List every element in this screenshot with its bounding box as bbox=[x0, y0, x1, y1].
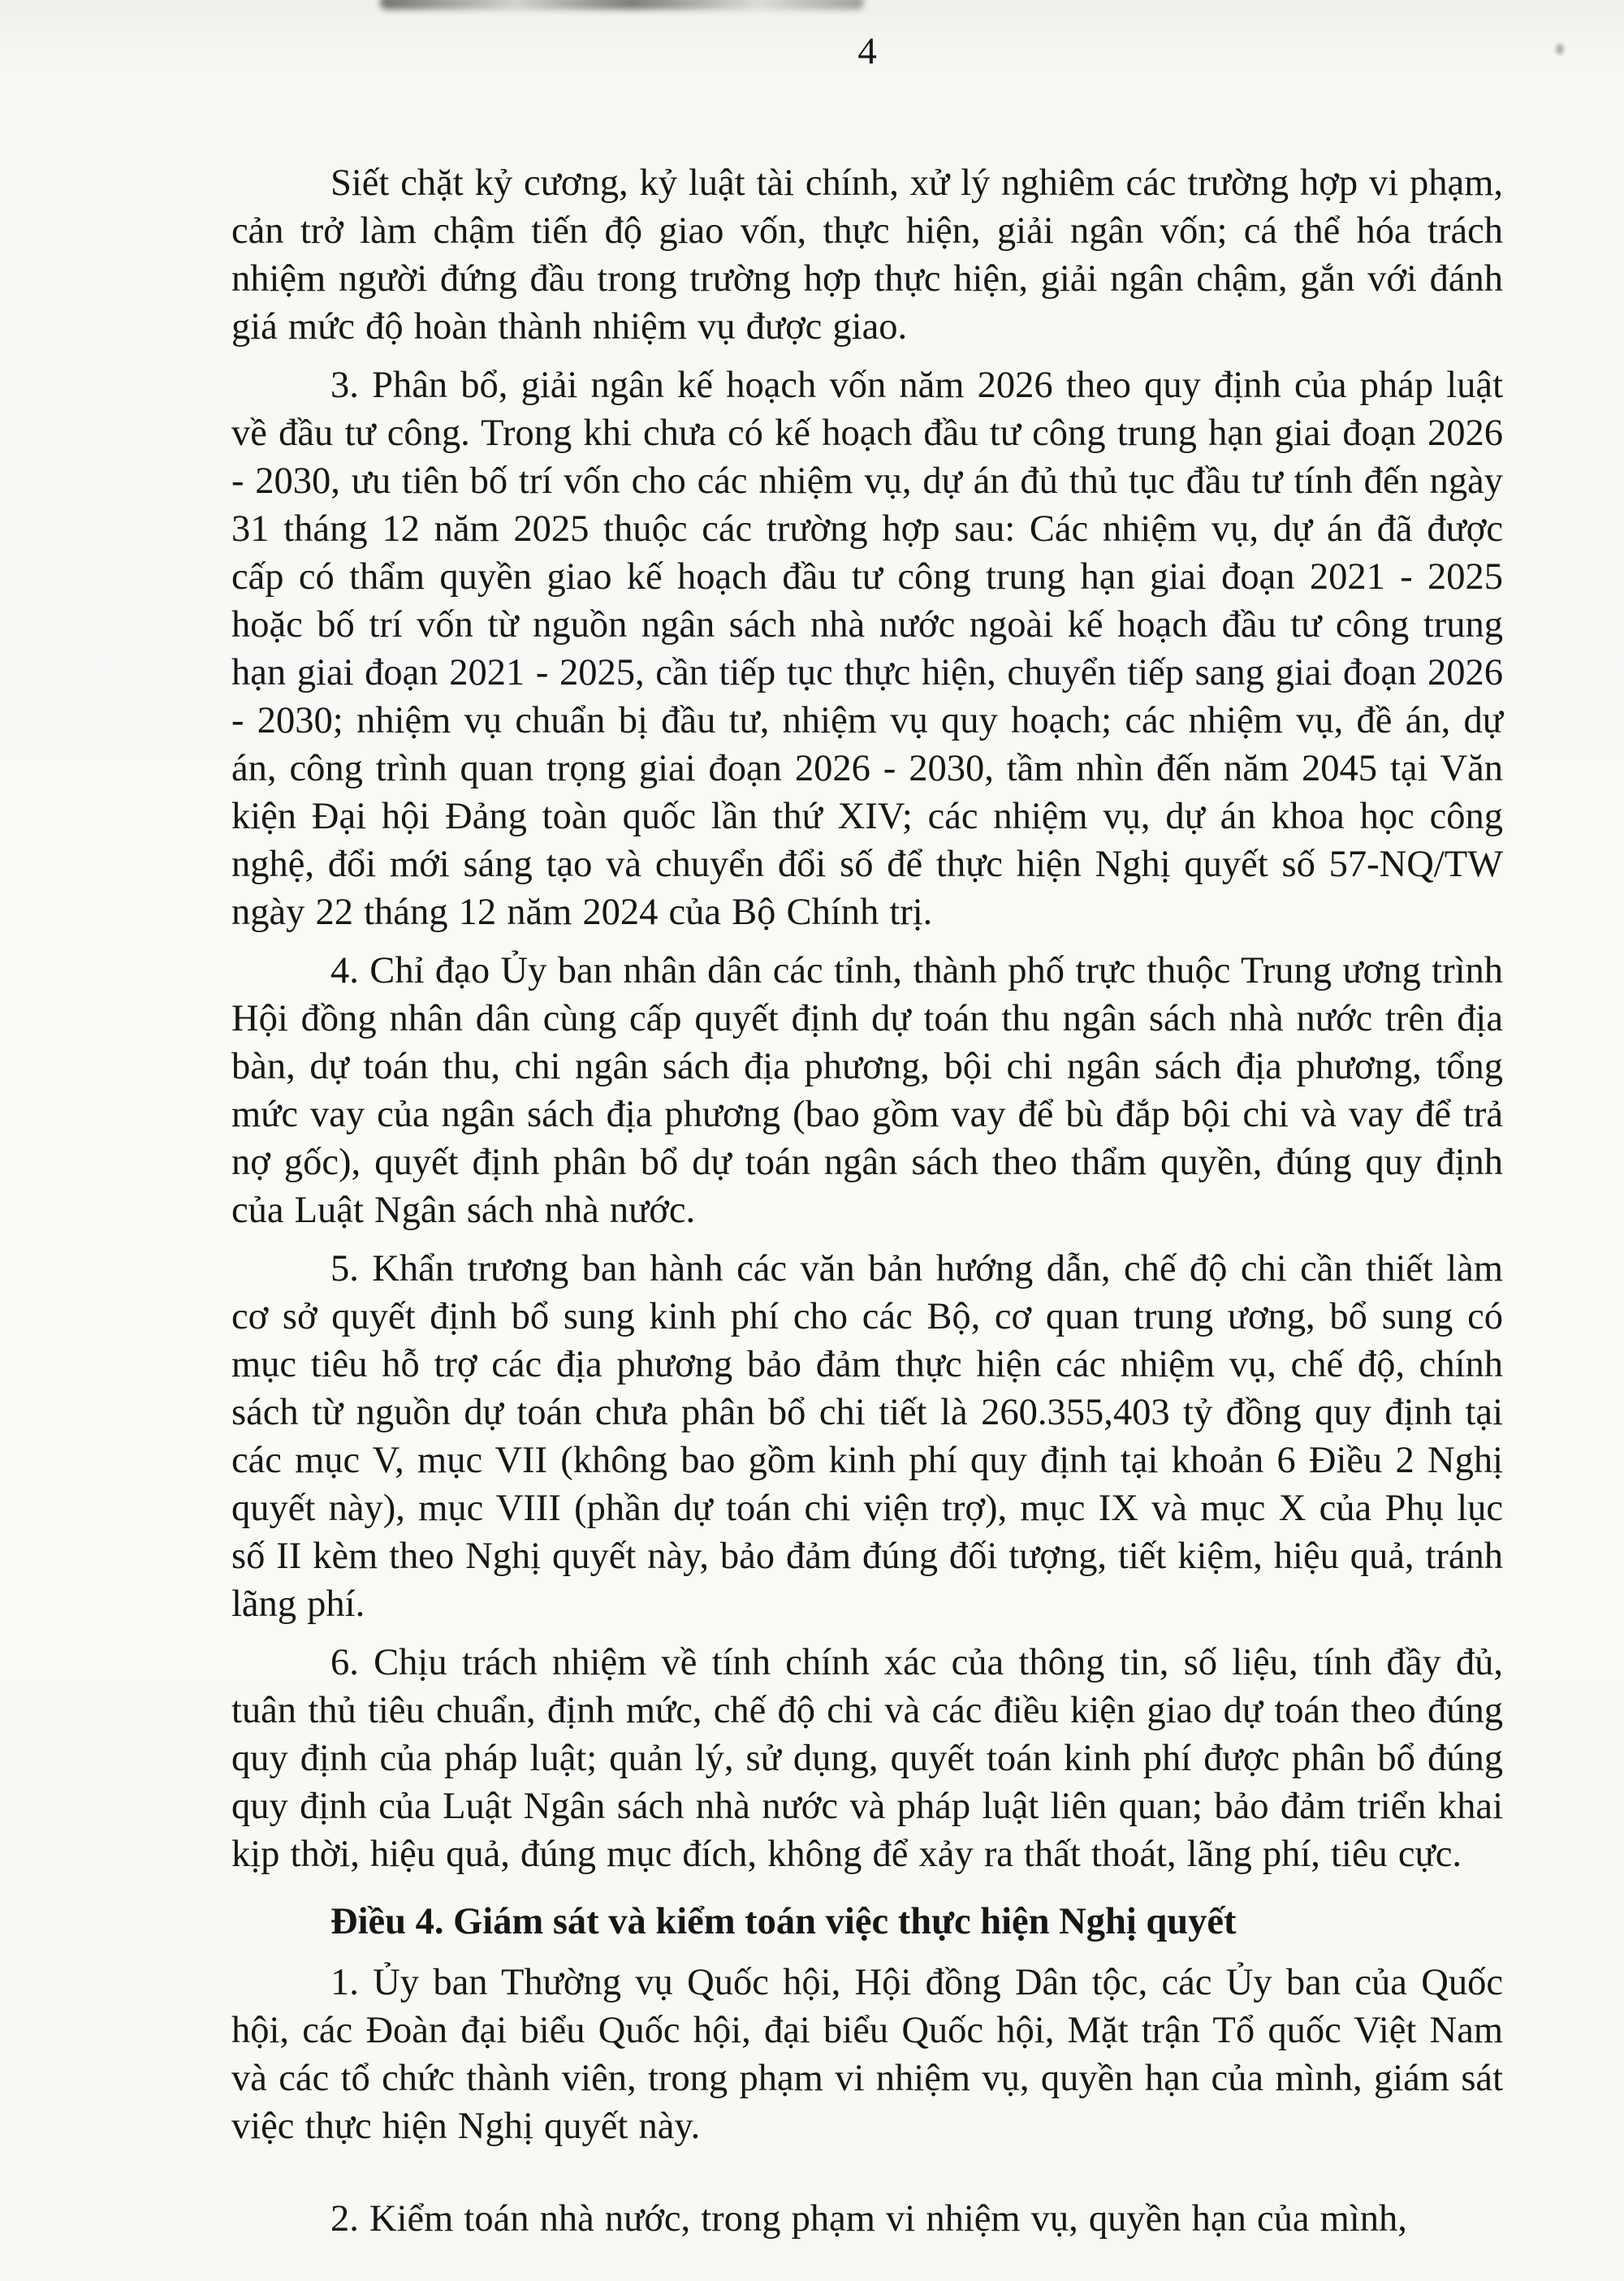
paragraph-article4-item-2: 2. Kiểm toán nhà nước, trong phạm vi nhiệm vụ, quyền hạn của mình, bbox=[330, 2198, 1407, 2240]
article-4-heading: Điều 4. Giám sát và kiểm toán việc thực hiện Nghị quyết bbox=[330, 1901, 1237, 1942]
paragraph-article4-item-1: 1. Ủy ban Thường vụ Quốc hội, Hội đồng Dân tộc, các Ủy ban của Quốc hội, các Đoàn đại biểu Quốc hội, đại biểu Quốc hội, Mặt trận Tổ quốc Việt Nam và các tổ chức thành viên, trong phạm vi nhiệm vụ, quyền hạn của mình, giám sát việc thực hiện Nghị quyết này. bbox=[231, 1962, 1503, 2147]
paragraph-item-4: 4. Chỉ đạo Ủy ban nhân dân các tỉnh, thành phố trực thuộc Trung ương trình Hội đồng nhân dân cùng cấp quyết định dự toán thu ngân sách nhà nước trên địa bàn, dự toán thu, chi ngân sách địa phương, bội chi ngân sách địa phương, tổng mức vay của ngân sách địa phương (bao gồm vay để bù đắp bội chi và vay để trả nợ gốc), quyết định phân bổ dự toán ngân sách theo thẩm quyền, đúng quy định của Luật Ngân sách nhà nước. bbox=[231, 950, 1503, 1231]
page-number: 4 bbox=[857, 30, 877, 72]
paragraph-item-5: 5. Khẩn trương ban hành các văn bản hướng dẫn, chế độ chi cần thiết làm cơ sở quyết định bổ sung kinh phí cho các Bộ, cơ quan trung ương, bổ sung có mục tiêu hỗ trợ các địa phương bảo đảm thực hiện các nhiệm vụ, chế độ, chính sách từ nguồn dự toán chưa phân bổ chi tiết là 260.355,403 tỷ đồng quy định tại các mục V, mục VII (không bao gồm kinh phí quy định tại khoản 6 Điều 2 Nghị quyết này), mục VIII (phần dự toán chi viện trợ), mục IX và mục X của Phụ lục số II kèm theo Nghị quyết này, bảo đảm đúng đối tượng, tiết kiệm, hiệu quả, tránh lãng phí. bbox=[231, 1248, 1503, 1625]
document-body bbox=[231, 159, 1503, 2253]
scan-artifact-smudge bbox=[380, 0, 864, 10]
scan-artifact-dot bbox=[1556, 44, 1564, 54]
paragraph-item-6: 6. Chịu trách nhiệm về tính chính xác của thông tin, số liệu, tính đầy đủ, tuân thủ tiêu chuẩn, định mức, chế độ chi và các điều kiện giao dự toán theo đúng quy định của pháp luật; quản lý, sử dụng, quyết toán kinh phí được phân bổ đúng quy định của Luật Ngân sách nhà nước và pháp luật liên quan; bảo đảm triển khai kịp thời, hiệu quả, đúng mục đích, không để xảy ra thất thoát, lãng phí, tiêu cực. bbox=[231, 1642, 1503, 1875]
paragraph-item-3: 3. Phân bổ, giải ngân kế hoạch vốn năm 2026 theo quy định của pháp luật về đầu tư công. Trong khi chưa có kế hoạch đầu tư công trung hạn giai đoạn 2026 - 2030, ưu tiên bố trí vốn cho các nhiệm vụ, dự án đủ thủ tục đầu tư tính đến ngày 31 tháng 12 năm 2025 thuộc các trường hợp sau: Các nhiệm vụ, dự án đã được cấp có thẩm quyền giao kế hoạch đầu tư công trung hạn giai đoạn 2021 - 2025 hoặc bố trí vốn từ nguồn ngân sách nhà nước ngoài kế hoạch đầu tư công trung hạn giai đoạn 2021 - 2025, cần tiếp tục thực hiện, chuyển tiếp sang giai đoạn 2026 - 2030; nhiệm vụ chuẩn bị đầu tư, nhiệm vụ quy hoạch; các nhiệm vụ, đề án, dự án, công trình quan trọng giai đoạn 2026 - 2030, tầm nhìn đến năm 2045 tại Văn kiện Đại hội Đảng toàn quốc lần thứ XIV; các nhiệm vụ, dự án khoa học công nghệ, đổi mới sáng tạo và chuyển đổi số để thực hiện Nghị quyết số 57-NQ/TW ngày 22 tháng 12 năm 2024 của Bộ Chính trị. bbox=[231, 365, 1503, 933]
paragraph-continuation: Siết chặt kỷ cương, kỷ luật tài chính, xử lý nghiêm các trường hợp vi phạm, cản trở làm chậm tiến độ giao vốn, thực hiện, giải ngân vốn; cá thể hóa trách nhiệm người đứng đầu trong trường hợp thực hiện, giải ngân chậm, gắn với đánh giá mức độ hoàn thành nhiệm vụ được giao. bbox=[231, 162, 1503, 348]
